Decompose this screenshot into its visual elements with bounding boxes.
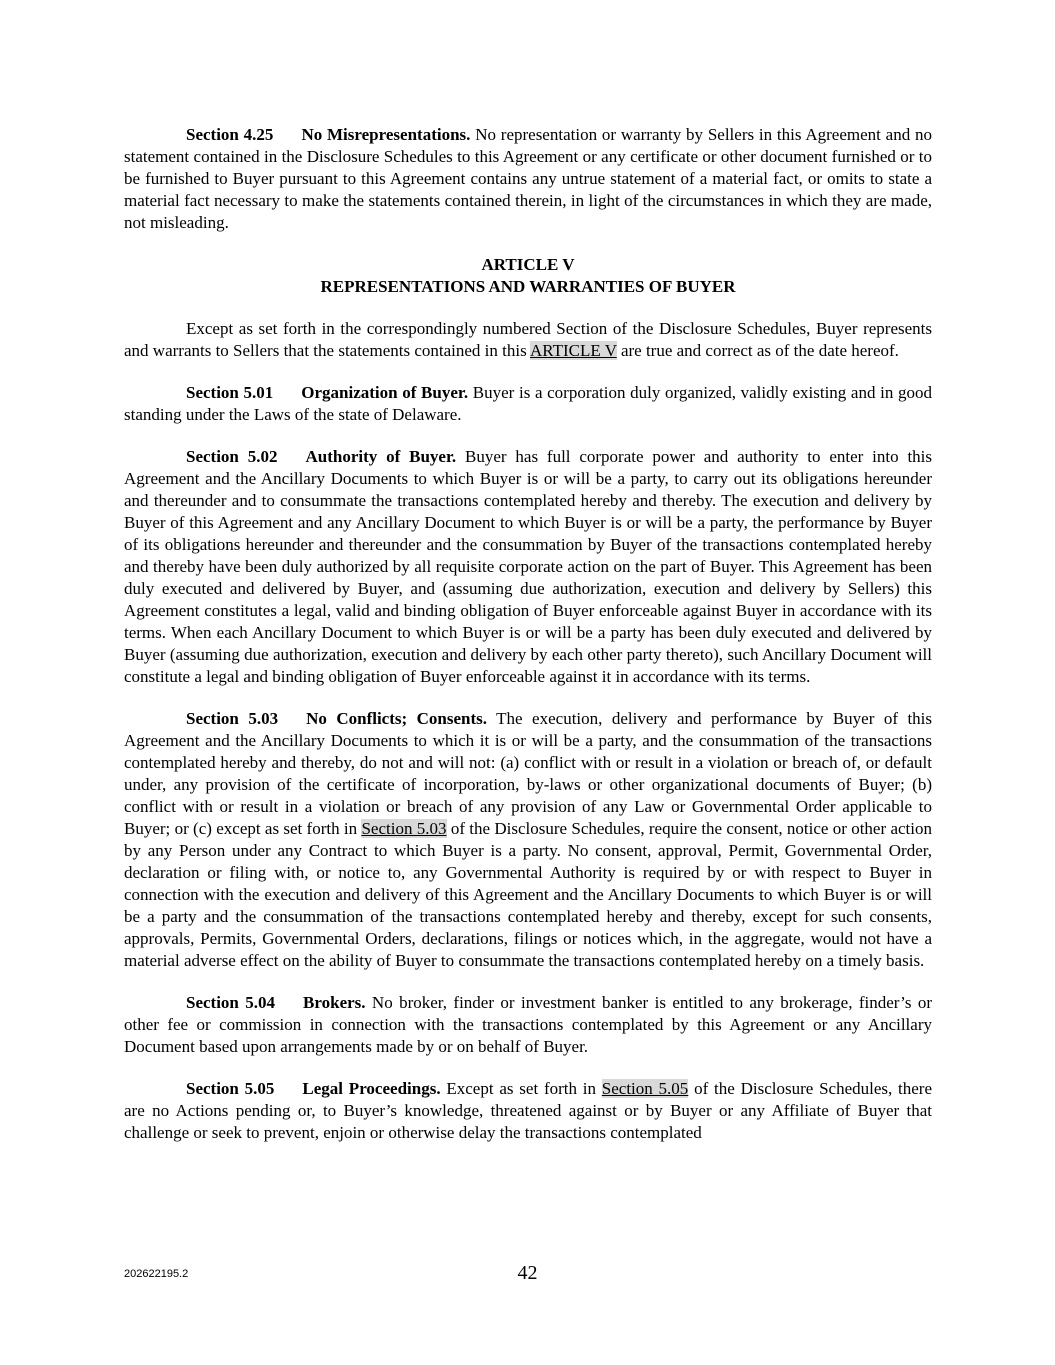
section-title: Organization of Buyer. (301, 383, 469, 402)
section-title: Authority of Buyer. (305, 447, 457, 466)
section-5-03-link[interactable]: Section 5.03 (361, 819, 447, 838)
page-number: 42 (517, 1262, 538, 1284)
section-body: No representation or warranty by Sellers in this Agreement and no statement contained in the Disclosure Schedules to this Agreement or any certificate or other document furnished or to be furnished to Buyer pursuant to this Agreement contains any untrue statement of a material fact, or omits to state a material fact necessary to make the statements contained therein, in light of the circumstances in which they are made, not misleading. (124, 125, 932, 232)
section-title: Brokers. (303, 993, 366, 1012)
section-body: No broker, finder or investment banker is entitled to any brokerage, finder’s or other fee or commission in connection with the transactions contemplated by this Agreement or any Ancillary Document based upon arrangements made by or on behalf of Buyer. (124, 993, 932, 1056)
section-5-03: Section 5.03 No Conflicts; Consents. The execution, delivery and performance by Buyer of this Agreement and the Ancillary Documents to which it is or will be a party, and the consummation of the transactions contemplated hereby and thereby, do not and will not: (a) conflict with or result in a violation or breach of, or default under, any provision of the certificate of incorporation, by-laws or other organizational documents of Buyer; (b) conflict with or result in a violation or breach of any provision of any Law or Governmental Order applicable to Buyer; or (c) except as set forth in Section 5.03 of the Disclosure Schedules, require the consent, notice or other action by any Person under any Contract to which Buyer is a party. No consent, approval, Permit, Governmental Order, declaration or filing with, or notice to, any Governmental Authority is required by or with respect to Buyer in connection with the execution and delivery of this Agreement and the Ancillary Documents to which Buyer is or will be a party and the consummation of the transactions contemplated hereby and thereby, except for such consents, approvals, Permits, Governmental Orders, declarations, filings or notices which, in the aggregate, would not have a material adverse effect on the ability of Buyer to consummate the transactions contemplated hereby on a timely basis. (124, 709, 933, 970)
section-5-04 (124, 992, 932, 1058)
section-title: Legal Proceedings. (302, 1079, 441, 1098)
section-5-01 (124, 382, 932, 426)
section-number: Section 4.25 (186, 125, 274, 144)
section-4-25 (124, 124, 932, 234)
section-body: The execution, delivery and performance by Buyer of this Agreement and the Ancillary Documents to which it is or will be a party, and the consummation of the transactions contemplated hereby and thereby, do not and will not: (a) conflict with or result in a violation or breach of, or default under, any provision of the certificate of incorporation, by-laws or other organizational documents of Buyer; (b) conflict with or result in a violation or breach of any provision of any Law or Governmental Order applicable to Buyer; or (c) except as set forth in (124, 709, 933, 838)
section-body: Except as set forth in (440, 1079, 602, 1098)
document-id: 202622195.2 (124, 1268, 189, 1280)
article-v-link[interactable]: ARTICLE V (530, 341, 617, 360)
article-heading (124, 254, 932, 298)
page-content (124, 124, 932, 1164)
section-number: Section 5.05 (186, 1079, 275, 1098)
section-5-05-link[interactable]: Section 5.05 (601, 1079, 689, 1098)
section-number: Section 5.02 (186, 447, 278, 466)
section-body: Buyer is a corporation duly organized, validly existing and in good standing under the Laws of the state of Delaware. (124, 383, 932, 424)
section-number: Section 5.01 (186, 383, 274, 402)
section-body: Buyer has full corporate power and authority to enter into this Agreement and the Ancillary Documents to which Buyer is or will be a party, to carry out its obligations hereunder and thereunder and to consummate the transactions contemplated hereby and thereby. The execution and delivery by Buyer of this Agreement and any Ancillary Document to which Buyer is or will be a party, the performance by Buyer of its obligations hereunder and thereunder and the consummation by Buyer of the transactions contemplated hereby and thereby have been duly authorized by all requisite corporate action on the part of Buyer. This Agreement has been duly executed and delivered by Buyer, and (assuming due authorization, execution and delivery by Sellers) this Agreement constitutes a legal, valid and binding obligation of Buyer enforceable against Buyer in accordance with its terms. When each Ancillary Document to which Buyer is or will be a party has been duly executed and delivered by Buyer (assuming due authorization, execution and delivery by each other party thereto), such Ancillary Document will constitute a legal and binding obligation of Buyer enforceable against it in accordance with its terms. (124, 447, 933, 686)
section-number: Section 5.04 (186, 993, 276, 1012)
section-title: No Conflicts; Consents. (306, 709, 488, 728)
section-title: No Misrepresentations. (301, 125, 471, 144)
article-intro: Except as set forth in the correspondingly numbered Section of the Disclosure Schedules, Buyer represents and warrants to Sellers that the statements contained in this ARTICLE V are true and correct as of the date hereof. (124, 319, 932, 360)
article-number: ARTICLE V (481, 255, 575, 274)
section-5-05: Section 5.05 Legal Proceedings. Except as set forth in Section 5.05 of the Disclosure Schedules, there are no Actions pending or, to Buyer’s knowledge, threatened against or by Buyer or any Affiliate of Buyer that challenge or seek to prevent, enjoin or otherwise delay the transactions contemplated (124, 1079, 933, 1142)
section-number: Section 5.03 (186, 709, 279, 728)
section-5-02 (124, 446, 932, 688)
article-title: REPRESENTATIONS AND WARRANTIES OF BUYER (320, 277, 736, 296)
